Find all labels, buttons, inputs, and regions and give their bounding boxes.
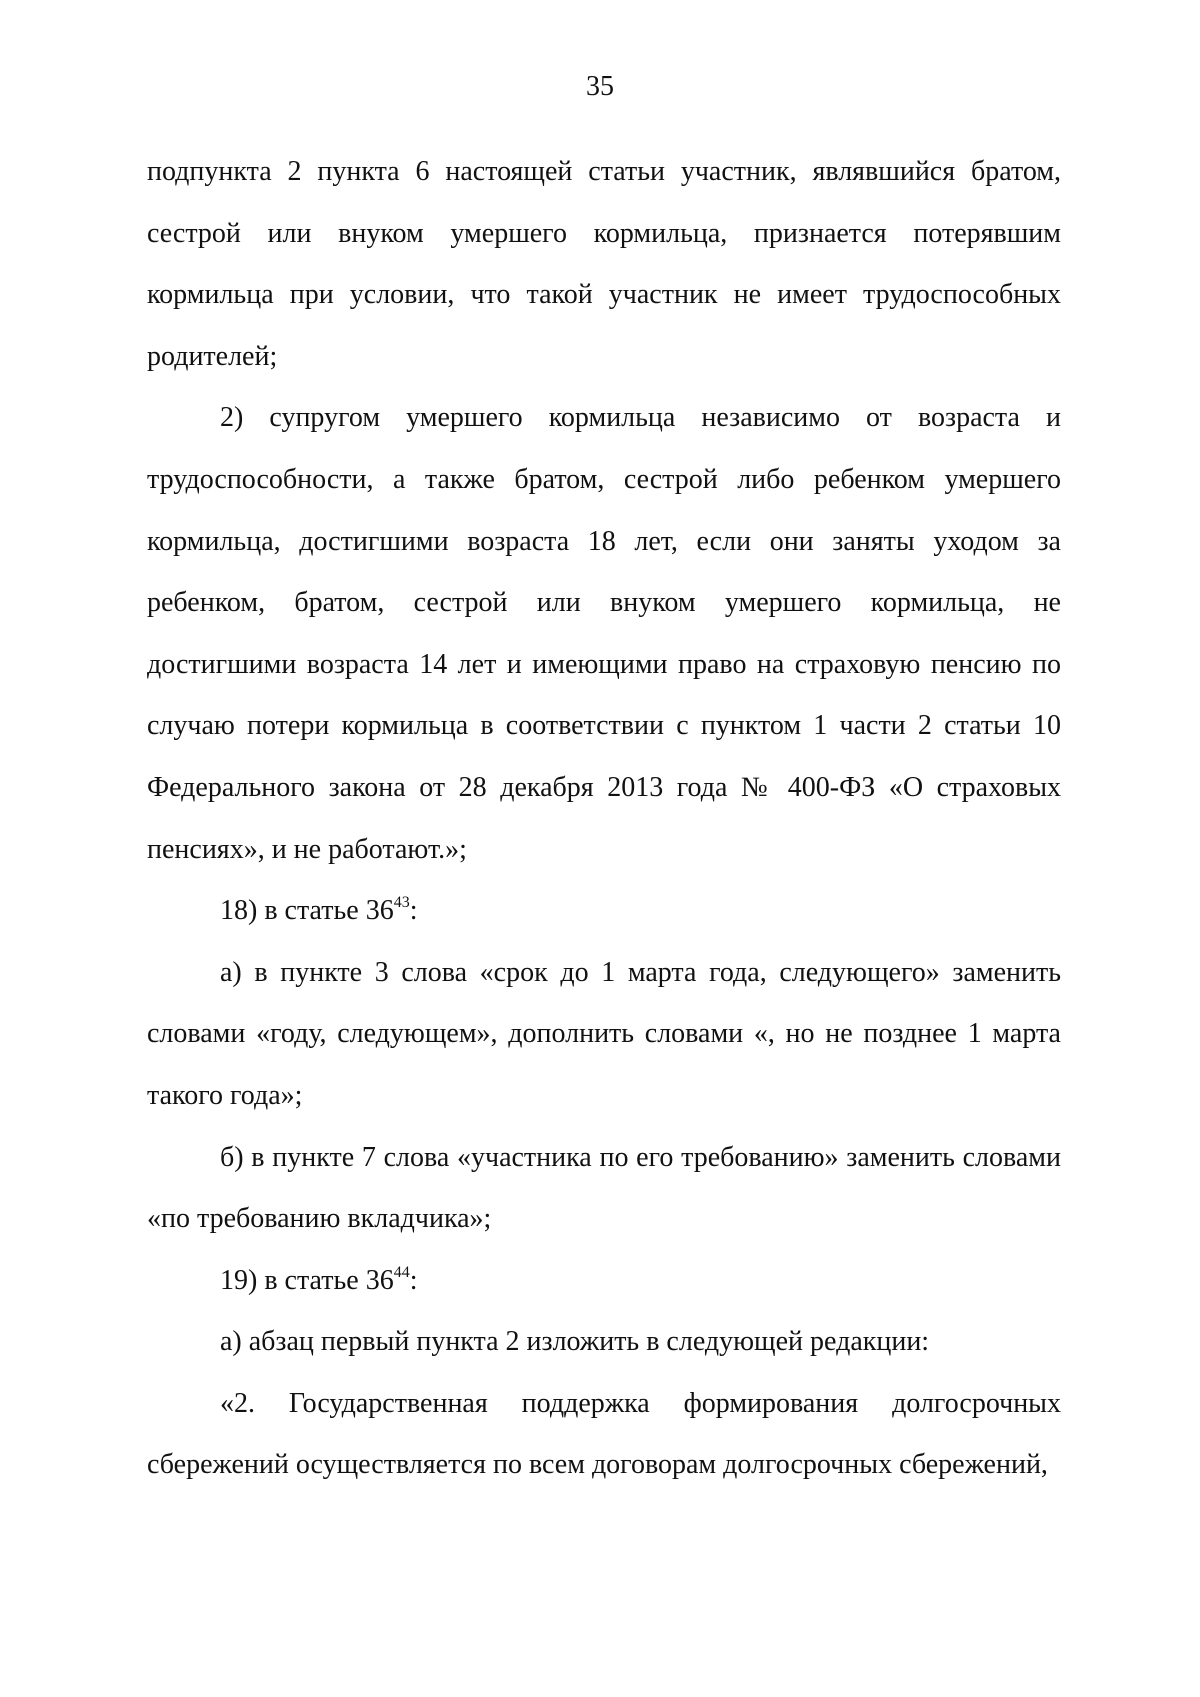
paragraph-item-2: 2) супругом умершего кормильца независимо от возраста и трудоспособности, а также братом, сестрой либо ребенком умершего кормильца, достигшими возраста 18 лет, если они заняты уходом за ребенком, братом, сестрой или внуком умершего кормильца, не достигшими возраста 14 лет и имеющими право на страховую пенсию по случаю потери кормильца в соответствии с пунктом 1 части 2 статьи 10 Федерального закона от 28 декабря 2013 года № 400-ФЗ «О страховых пенсиях», и не работают.»; <box>147 402 1061 865</box>
item-19-colon: : <box>409 1264 418 1296</box>
item-18-text: 18) в статье 36 <box>220 895 394 927</box>
item-18-colon: : <box>409 895 418 927</box>
paragraph-19-a: а) абзац первый пункта 2 изложить в следующей редакции: <box>220 1326 930 1358</box>
paragraph-continuation: подпункта 2 пункта 6 настоящей статьи участник, являвшийся братом, сестрой или внуком умершего кормильца, признается потерявшим кормильца при условии, что такой участник не имеет трудоспособных родителей; <box>147 156 1061 372</box>
document-body <box>147 141 1061 1496</box>
item-19-text: 19) в статье 36 <box>220 1264 394 1296</box>
paragraph-18-a: а) в пункте 3 слова «срок до 1 марта года, следующего» заменить словами «году, следующем», дополнить словами «, но не позднее 1 марта такого года»; <box>147 956 1061 1111</box>
page-number: 35 <box>586 71 614 102</box>
item-18-superscript: 43 <box>393 894 410 912</box>
paragraph-quote-2: «2. Государственная поддержка формирования долгосрочных сбережений осуществляется по всем договорам долгосрочных сбережений, <box>147 1387 1061 1481</box>
paragraph-18-b: б) в пункте 7 слова «участника по его требованию» заменить словами «по требованию вкладчика»; <box>147 1141 1061 1235</box>
item-19-superscript: 44 <box>393 1263 410 1281</box>
paragraph-item-18 <box>147 880 1061 942</box>
paragraph-item-19 <box>147 1250 1061 1312</box>
